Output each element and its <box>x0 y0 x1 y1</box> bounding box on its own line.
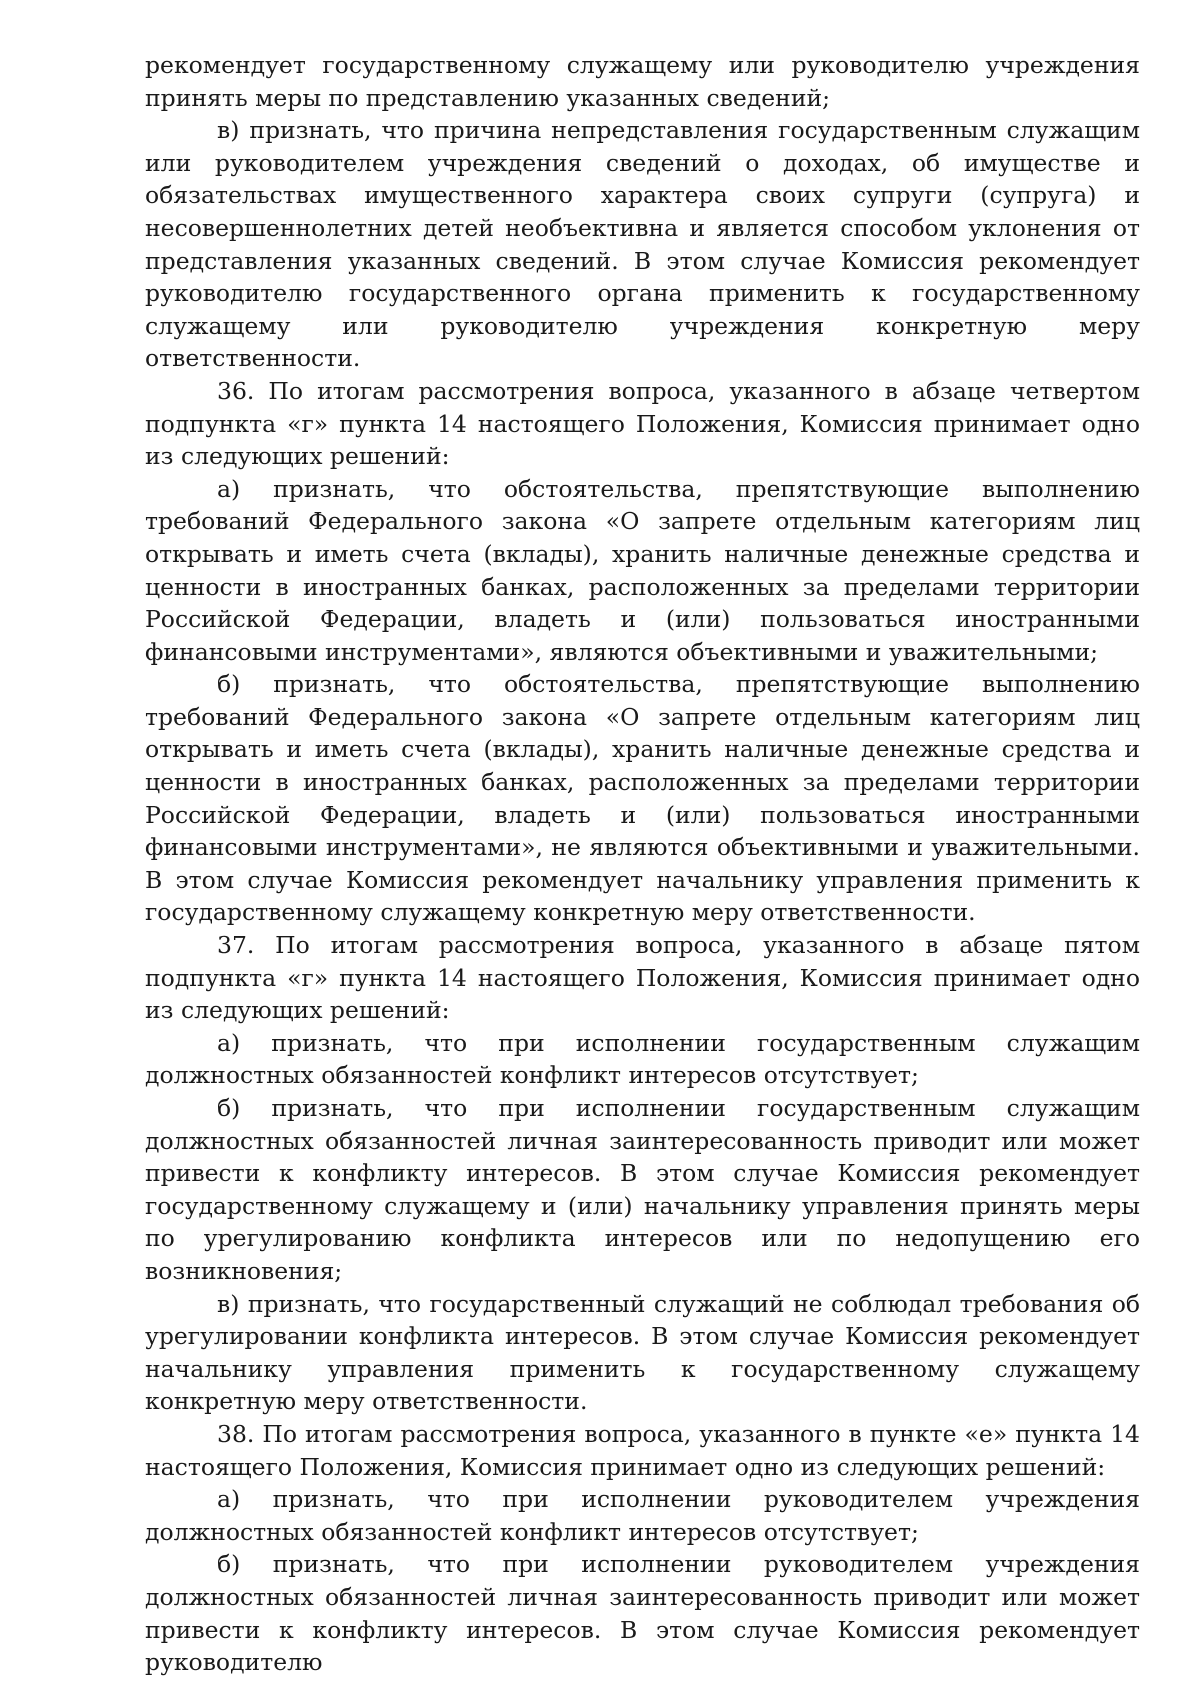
paragraph-37: 37. По итогам рассмотрения вопроса, указанного в абзаце пятом подпункта «г» пункта 14 настоящего Положения, Комиссия принимает одно из следующих решений: <box>145 931 1140 1025</box>
paragraph-37-b: б) признать, что при исполнении государственным служащим должностных обязанностей личная заинтересованность приводит или может привести к конфликту интересов. В этом случае Комиссия рекомендует государственному служащему и (или) начальнику управления принять меры по урегулированию конфликта интересов или по недопущению его возникновения; <box>145 1094 1140 1285</box>
paragraph-38-b: б) признать, что при исполнении руководителем учреждения должностных обязанностей личная заинтересованность приводит или может привести к конфликту интересов. В этом случае Комиссия рекомендует руководителю <box>145 1550 1140 1677</box>
paragraph-37-a: а) признать, что при исполнении государственным служащим должностных обязанностей конфликт интересов отсутствует; <box>145 1028 1140 1090</box>
document-body <box>145 49 1140 1679</box>
paragraph-36-a: а) признать, что обстоятельства, препятствующие выполнению требований Федерального закона «О запрете отдельным категориям лиц открывать и иметь счета (вклады), хранить наличные денежные средства и ценности в иностранных банках, расположенных за пределами территории Российской Федерации, владеть и (или) пользоваться иностранными финансовыми инструментами», являются объективными и уважительными; <box>145 474 1140 666</box>
paragraph-continuation: рекомендует государственному служащему или руководителю учреждения принять меры по представлению указанных сведений; <box>145 51 1140 112</box>
paragraph-38-a: а) признать, что при исполнении руководителем учреждения должностных обязанностей конфликт интересов отсутствует; <box>145 1485 1140 1546</box>
paragraph-38: 38. По итогам рассмотрения вопроса, указанного в пункте «е» пункта 14 настоящего Положения, Комиссия принимает одно из следующих решений: <box>145 1419 1140 1481</box>
paragraph-37-v: в) признать, что государственный служащий не соблюдал требования об урегулировании конфликта интересов. В этом случае Комиссия рекомендует начальнику управления применить к государственному служащему конкретную меру ответственности. <box>145 1289 1140 1416</box>
paragraph-35-v: в) признать, что причина непредставления государственным служащим или руководителем учреждения сведений о доходах, об имуществе и обязательствах имущественного характера своих супруги (супруга) и несовершеннолетних детей необъективна и является способом уклонения от представления указанных сведений. В этом случае Комиссия рекомендует руководителю государственного органа применить к государственному служащему или руководителю учреждения конкретную меру ответственности. <box>145 116 1140 373</box>
paragraph-36: 36. По итогам рассмотрения вопроса, указанного в абзаце четвертом подпункта «г» пункта 14 настоящего Положения, Комиссия принимает одно из следующих решений: <box>145 376 1140 471</box>
paragraph-36-b: б) признать, что обстоятельства, препятствующие выполнению требований Федерального закона «О запрете отдельным категориям лиц открывать и иметь счета (вклады), хранить наличные денежные средства и ценности в иностранных банках, расположенных за пределами территории Российской Федерации, владеть и (или) пользоваться иностранными финансовыми инструментами», не являются объективными и уважительными. В этом случае Комиссия рекомендует начальнику управления применить к государственному служащему конкретную меру ответственности. <box>145 670 1140 927</box>
